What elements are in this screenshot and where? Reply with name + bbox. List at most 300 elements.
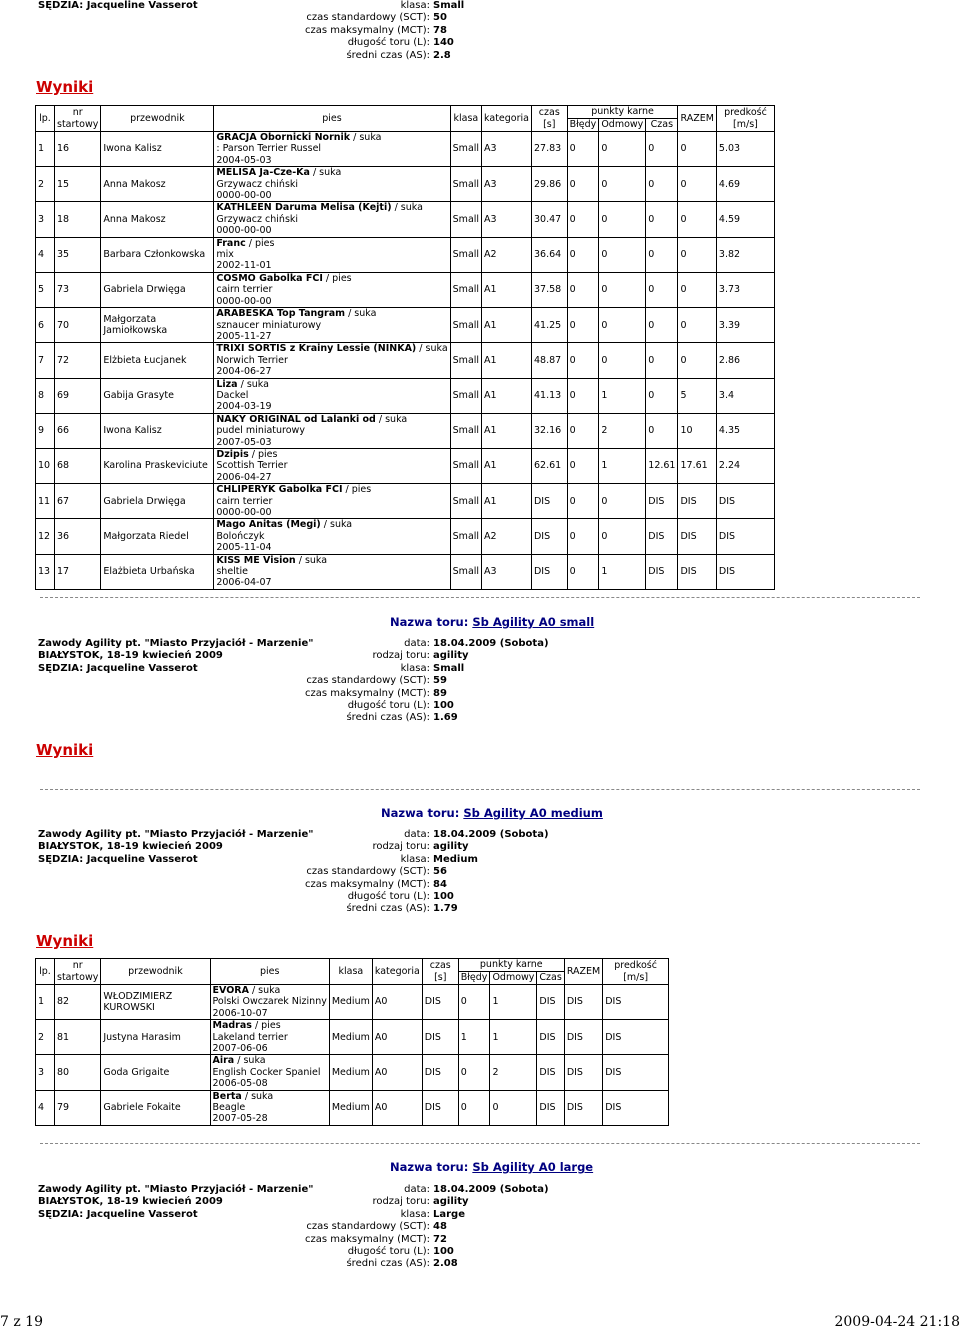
info-field-value: Medium [433,853,478,865]
cell-razem: 0 [678,202,716,237]
dog-breed: Norwich Terrier [216,354,288,366]
info-field-label: średni czas (AS): [346,1258,430,1270]
col-predkosc: predkość [m/s] [603,959,669,985]
cell-odmowy: 1 [599,378,646,413]
cell-czas-pk: 0 [646,378,678,413]
cell-razem: DIS [678,484,716,519]
cell-razem: 0 [678,237,716,272]
wyniki-heading-1: Wyniki [36,78,94,96]
cell-odmowy: 0 [599,237,646,272]
cell-czas: 41.25 [531,308,567,343]
info-field-label: rodzaj toru: [372,650,430,662]
dog-sex: / suka [241,1090,274,1102]
cell-odmowy: 0 [599,519,646,554]
info-field-value: 18.04.2009 (Sobota) [433,829,549,840]
info-field-label: czas maksymalny (MCT): [304,878,430,890]
cell-lp: 2 [36,167,55,202]
dog-sex: / suka [237,378,269,390]
dog-birthdate: 0000-00-00 [216,295,272,307]
cell-kategoria: A3 [482,132,532,167]
cell-nr: 82 [55,985,101,1020]
cell-czas-pk: 0 [646,132,678,167]
cell-kategoria: A3 [482,554,532,589]
dog-breed: Dackel [216,389,249,401]
info-field-label: czas maksymalny (MCT): [304,24,430,36]
cell-predkosc: 2.86 [716,343,774,378]
col-czas: czas [s] [422,959,458,985]
info-field-value: 18.04.2009 (Sobota) [433,1184,549,1195]
cell-klasa: Small [450,413,481,448]
cell-predkosc: DIS [603,1020,669,1055]
dog-birthdate: 2002-11-01 [216,260,272,272]
info-field [290,829,549,841]
cell-lp: 11 [36,484,55,519]
table-header-row [36,106,775,119]
cell-dog [214,132,450,167]
cell-czas-pk: 0 [646,167,678,202]
cell-dog [214,167,450,202]
col-kategoria: kategoria [482,106,532,132]
cell-czas: DIS [422,1055,458,1090]
cell-handler: Małgorzata Jamiołkowska [101,308,214,343]
dog-breed: Scottish Terrier [216,460,288,472]
cell-nr: 36 [55,519,101,554]
dog-name: Berta [212,1090,242,1102]
cell-klasa: Small [450,167,481,202]
dog-breed: sheltie [216,566,249,578]
cell-handler: Anna Makosz [101,167,214,202]
dog-birthdate: 2005-11-04 [216,542,272,554]
cell-nr: 70 [55,308,101,343]
info-field [290,663,549,675]
cell-bledy: 0 [567,167,599,202]
dog-name: GRACJA Obornicki Nornik [216,132,351,143]
dog-sex: / suka [234,1055,266,1067]
info-field-label: klasa: [400,1208,430,1220]
cell-lp: 6 [36,308,55,343]
cell-handler: Iwona Kalisz [101,413,214,448]
cell-lp: 1 [36,985,55,1020]
cell-odmowy: 0 [490,1090,537,1125]
info-field-label: data: [404,1184,430,1195]
dog-name: NAKY ORIGINAL od Lalanki od [216,413,376,425]
cell-kategoria: A3 [482,202,532,237]
cell-handler: Gabija Grasyte [101,378,214,413]
course-fields-large [290,1184,549,1271]
col-bledy: Błędy [567,119,599,132]
cell-bledy: 0 [567,484,599,519]
cell-kategoria: A1 [482,308,532,343]
cell-bledy: 0 [567,519,599,554]
cell-czas: DIS [531,484,567,519]
col-punkty-karne: punkty karne [567,106,678,119]
cell-nr: 16 [55,132,101,167]
info-field-value: agility [433,841,469,853]
dog-name: Aira [212,1055,235,1067]
cell-nr: 18 [55,202,101,237]
info-field [290,25,464,37]
info-field-label: długość toru (L): [347,700,430,712]
info-field-value: 100 [433,700,454,712]
dog-birthdate: 2006-04-27 [216,471,272,483]
cell-czas: 48.87 [531,343,567,378]
table-row [36,1020,669,1055]
info-field [290,903,549,915]
cell-predkosc: 3.39 [716,308,774,343]
info-field [290,841,549,853]
col-czas-pk: Czas [646,119,678,132]
cell-czas: 37.58 [531,272,567,307]
cell-lp: 5 [36,272,55,307]
cell-nr: 80 [55,1055,101,1090]
cell-czas-pk: DIS [537,1020,564,1055]
cell-lp: 3 [36,202,55,237]
table-row [36,1090,669,1125]
dog-name: Madras [212,1020,252,1032]
cell-czas-pk: DIS [646,484,678,519]
cell-dog [214,413,450,448]
dog-sex: / suka [416,343,448,355]
dog-name: Liza [216,378,238,390]
dog-breed: Polski Owczarek Nizinny [212,996,327,1008]
dog-birthdate: 0000-00-00 [216,190,272,202]
info-field-value: 48 [433,1221,447,1233]
cell-odmowy: 1 [599,554,646,589]
cell-kategoria: A0 [372,1020,422,1055]
table-row [36,132,775,167]
info-field [290,1184,549,1196]
cell-dog [214,448,450,483]
info-field-value: 84 [433,878,447,890]
dog-sex: / pies [342,484,372,496]
course-org-small: Zawody Agility pt. "Miasto Przyjaciół - Marzenie" BIAŁYSTOK, 18-19 kwiecień 2009 SĘDZIA: Jacqueline Vasserot [38,638,314,674]
results-body-small [36,132,775,590]
cell-dog [214,308,450,343]
cell-klasa: Medium [329,985,372,1020]
dog-birthdate: 2005-11-27 [216,330,272,342]
cell-czas: 27.83 [531,132,567,167]
cell-razem: 10 [678,413,716,448]
cell-razem: DIS [564,985,602,1020]
info-field [290,866,549,878]
cell-nr: 79 [55,1090,101,1125]
table-row [36,237,775,272]
cell-czas: 62.61 [531,448,567,483]
cell-lp: 4 [36,237,55,272]
info-field [290,854,549,866]
cell-odmowy: 1 [490,985,537,1020]
cell-dog [210,985,329,1020]
cell-czas-pk: DIS [646,554,678,589]
info-field-label: klasa: [400,662,430,674]
info-field-value: 72 [433,1233,447,1245]
cell-czas: DIS [422,1020,458,1055]
cell-razem: DIS [564,1055,602,1090]
cell-czas: 36.64 [531,237,567,272]
info-field-label: czas standardowy (SCT): [306,675,430,687]
info-field-value: 18.04.2009 (Sobota) [433,638,549,649]
cell-odmowy: 0 [599,308,646,343]
cell-klasa: Small [450,237,481,272]
course-org-large: Zawody Agility pt. "Miasto Przyjaciół - Marzenie" BIAŁYSTOK, 18-19 kwiecień 2009 SĘDZIA: Jacqueline Vasserot [38,1184,314,1220]
cell-odmowy: 1 [490,1020,537,1055]
dog-birthdate: 2004-06-27 [216,366,272,378]
dog-sex: / suka [350,132,382,143]
dog-birthdate: 2007-05-28 [212,1113,268,1125]
cell-czas: DIS [422,985,458,1020]
dog-sex: / pies [251,1020,281,1032]
cell-razem: DIS [678,554,716,589]
info-field-label: czas standardowy (SCT): [306,1221,430,1233]
cell-czas-pk: 0 [646,237,678,272]
info-field [290,650,549,662]
info-field-label: średni czas (AS): [346,903,430,915]
col-nr: nr startowy [55,106,101,132]
cell-dog [214,554,450,589]
cell-kategoria: A2 [482,237,532,272]
cell-bledy: 0 [567,448,599,483]
table-row [36,378,775,413]
col-przewodnik: przewodnik [101,106,214,132]
cell-czas-pk: DIS [537,1090,564,1125]
cell-klasa: Small [450,448,481,483]
course-title-small: Nazwa toru: Sb Agility A0 small [390,615,595,629]
cell-czas: 29.86 [531,167,567,202]
cell-czas-pk: DIS [646,519,678,554]
dog-breed: : Parson Terrier Russel [216,143,322,155]
cell-lp: 2 [36,1020,55,1055]
dog-breed: Beagle [212,1102,246,1114]
cell-czas: DIS [531,519,567,554]
cell-handler: Elażbieta Urbańska [101,554,214,589]
info-field [290,1246,549,1258]
info-field-label: czas standardowy (SCT): [306,12,430,24]
cell-nr: 72 [55,343,101,378]
cell-nr: 68 [55,448,101,483]
cell-czas: DIS [531,554,567,589]
dog-breed: Bolończyk [216,530,265,542]
dog-birthdate: 2006-05-08 [212,1078,268,1090]
cell-klasa: Small [450,519,481,554]
cell-odmowy: 1 [599,448,646,483]
table-row [36,554,775,589]
results-table-small [35,105,775,590]
cell-odmowy: 2 [490,1055,537,1090]
cell-dog [214,519,450,554]
cell-predkosc: DIS [716,519,774,554]
info-field [290,0,464,12]
cell-handler: Iwona Kalisz [101,132,214,167]
info-field-label: rodzaj toru: [372,1196,430,1208]
info-field-value: 100 [433,891,454,903]
dog-sex: / suka [375,413,408,425]
cell-bledy: 0 [567,343,599,378]
cell-dog [214,343,450,378]
cell-klasa: Small [450,272,481,307]
info-field-value: 140 [433,37,454,49]
cell-czas: 41.13 [531,378,567,413]
course-title-medium: Nazwa toru: Sb Agility A0 medium [381,806,603,820]
cell-bledy: 0 [567,202,599,237]
col-razem: RAZEM [678,106,716,132]
col-klasa: klasa [329,959,372,985]
table-row [36,484,775,519]
info-field [290,638,549,650]
info-field-label: rodzaj toru: [372,841,430,853]
cell-razem: 0 [678,167,716,202]
dog-sex: / suka [309,167,342,179]
table-row [36,202,775,237]
cell-razem: 17.61 [678,448,716,483]
cell-lp: 8 [36,378,55,413]
cell-handler: Barbara Członkowska [101,237,214,272]
dog-name: Franc [216,237,246,249]
cell-razem: DIS [564,1020,602,1055]
dog-sex: / pies [245,237,275,249]
cell-odmowy: 0 [599,272,646,307]
info-field [290,1258,549,1270]
cell-lp: 10 [36,448,55,483]
cell-lp: 3 [36,1055,55,1090]
info-field-label: długość toru (L): [347,1246,430,1258]
dog-name: TRIXI SORTIS z Krainy Lessie (NINKA) [216,343,417,355]
dog-birthdate: 0000-00-00 [216,507,272,518]
cell-handler: Justyna Harasim [101,1020,210,1055]
info-field [290,12,464,24]
top-fields [290,0,464,62]
cell-predkosc: 3.82 [716,237,774,272]
col-bledy: Błędy [458,972,490,985]
cell-bledy: 0 [567,237,599,272]
cell-dog [210,1055,329,1090]
info-field-value: 1.79 [433,903,458,915]
cell-klasa: Medium [329,1090,372,1125]
cell-klasa: Small [450,554,481,589]
info-field [290,1196,549,1208]
cell-nr: 15 [55,167,101,202]
cell-nr: 73 [55,272,101,307]
col-klasa: klasa [450,106,481,132]
info-field-value: 59 [433,675,447,687]
cell-handler: Elżbieta Łucjanek [101,343,214,378]
results-body-medium [36,985,669,1126]
cell-razem: DIS [564,1090,602,1125]
cell-predkosc: 4.69 [716,167,774,202]
info-field [290,675,549,687]
cell-czas-pk: DIS [537,1055,564,1090]
table-row [36,343,775,378]
cell-dog [214,237,450,272]
cell-predkosc: DIS [603,1055,669,1090]
cell-handler: Gabriela Drwięga [101,272,214,307]
cell-odmowy: 0 [599,202,646,237]
info-field-value: 78 [433,24,447,36]
dog-name: CHLIPERYK Gabolka FCI [216,484,343,496]
dog-birthdate: 2004-05-03 [216,154,272,166]
table-row [36,448,775,483]
results-table-medium [35,958,669,1126]
dog-sex: / pies [248,448,278,460]
dog-name: Mago Anitas (Megi) [216,519,321,531]
cell-bledy: 0 [458,1055,490,1090]
info-field-label: klasa: [400,0,430,11]
cell-predkosc: 5.03 [716,132,774,167]
info-field-label: średni czas (AS): [346,49,430,61]
cell-predkosc: DIS [716,554,774,589]
cell-kategoria: A0 [372,985,422,1020]
col-lp: lp. [36,959,55,985]
col-przewodnik: przewodnik [101,959,210,985]
info-field [290,879,549,891]
dog-breed: mix [216,249,234,261]
cell-czas-pk: 0 [646,272,678,307]
cell-lp: 12 [36,519,55,554]
info-field [290,712,549,724]
cell-predkosc: 3.4 [716,378,774,413]
dog-sex: / suka [345,308,377,320]
cell-lp: 9 [36,413,55,448]
cell-czas: 30.47 [531,202,567,237]
cell-dog [214,272,450,307]
cell-nr: 35 [55,237,101,272]
info-field-label: czas maksymalny (MCT): [304,1233,430,1245]
dog-breed: Grzywacz chiński [216,178,299,190]
dog-sex: / suka [320,519,353,531]
cell-klasa: Small [450,343,481,378]
info-field-value: Small [433,0,465,11]
dog-name: MELISA Ja-Cze-Ka [216,167,310,179]
wyniki-heading-3: Wyniki [36,932,94,950]
table-row [36,413,775,448]
cell-klasa: Small [450,308,481,343]
dog-sex: / pies [322,272,352,284]
cell-klasa: Medium [329,1055,372,1090]
cell-kategoria: A1 [482,448,532,483]
dog-breed: Grzywacz chiński [216,213,299,225]
col-odmowy: Odmowy [599,119,646,132]
divider-dashed [40,597,920,598]
col-punkty-karne: punkty karne [458,959,564,972]
cell-lp: 13 [36,554,55,589]
dog-birthdate: 2007-05-03 [216,436,272,448]
dog-breed: pudel miniaturowy [216,425,305,437]
cell-nr: 67 [55,484,101,519]
cell-dog [214,378,450,413]
cell-handler: Gabriele Fokaite [101,1090,210,1125]
cell-dog [210,1090,329,1125]
table-row [36,519,775,554]
dog-name: Dzipis [216,448,249,460]
cell-razem: 0 [678,272,716,307]
cell-kategoria: A1 [482,343,532,378]
wyniki-heading-2: Wyniki [36,741,94,759]
cell-predkosc: DIS [603,1090,669,1125]
cell-odmowy: 0 [599,484,646,519]
info-field-value: 2.08 [433,1258,458,1270]
cell-razem: 5 [678,378,716,413]
info-field-value: 1.69 [433,712,458,724]
info-field [290,891,549,903]
cell-bledy: 0 [567,272,599,307]
dog-breed: cairn terrier [216,495,273,507]
col-predkosc: predkość [m/s] [716,106,774,132]
print-timestamp: 2009-04-24 21:18 [834,1314,960,1330]
col-pies: pies [214,106,450,132]
info-field [290,50,464,62]
divider-dashed [40,789,920,790]
cell-lp: 7 [36,343,55,378]
info-field-value: 89 [433,687,447,699]
